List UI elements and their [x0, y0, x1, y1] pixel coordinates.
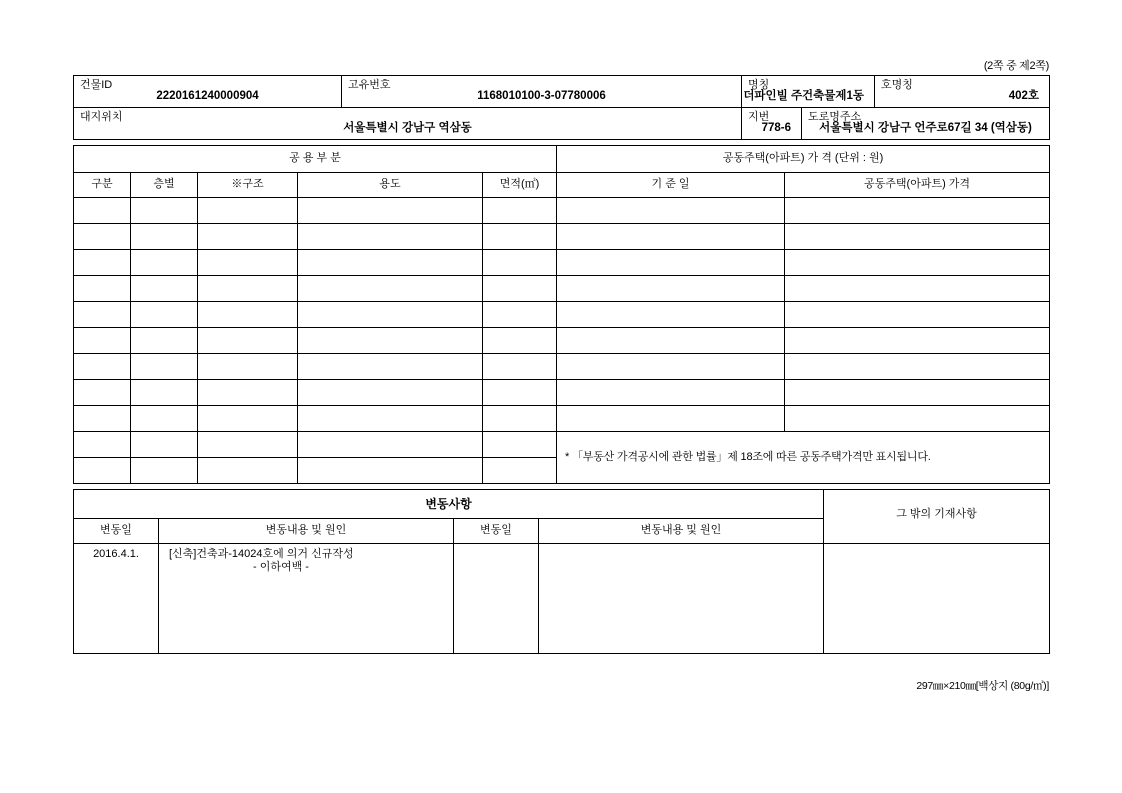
- cell-area: [483, 406, 557, 432]
- cell-usage: [298, 328, 483, 354]
- cell-structure: [198, 302, 298, 328]
- site-location-value: 서울특별시 강남구 역삼동: [343, 122, 472, 135]
- header-row-2: [74, 108, 1050, 140]
- cell-apt-price: [785, 328, 1050, 354]
- cell-structure: [198, 328, 298, 354]
- cell-apt-price: [785, 276, 1050, 302]
- col-usage: 용도: [298, 173, 483, 198]
- cell-apt-price: [785, 198, 1050, 224]
- changes-col-date-left: 변동일: [74, 519, 159, 544]
- cell-floor: [131, 458, 198, 484]
- footer-paper-spec: 297㎜×210㎜[백상지 (80g/㎡)]: [916, 680, 1049, 692]
- cell-apt-price: [785, 250, 1050, 276]
- cell-floor: [131, 406, 198, 432]
- cell-structure: [198, 354, 298, 380]
- section-title-row: [74, 146, 1050, 173]
- cell-usage: [298, 354, 483, 380]
- col-gubun: 구분: [74, 173, 131, 198]
- cell-base-date: [557, 276, 785, 302]
- cell-area: [483, 432, 557, 458]
- change-detail-line1: [신축]건축과-14024호에 의거 신규작성: [169, 548, 354, 560]
- cell-usage: [298, 276, 483, 302]
- cell-structure: [198, 276, 298, 302]
- table-row: [74, 432, 1050, 458]
- cell-gubun: [74, 276, 131, 302]
- col-base-date: 기 준 일: [557, 173, 785, 198]
- price-section-title: 공동주택(아파트) 가 격 (단위 : 원): [557, 146, 1050, 173]
- table-row: [74, 224, 1050, 250]
- site-location-label: 대지위치: [80, 111, 123, 123]
- col-area: 면적(㎡): [483, 173, 557, 198]
- etc-content: [824, 544, 1050, 654]
- unit-name-label: 호명칭: [881, 79, 913, 91]
- cell-usage: [298, 302, 483, 328]
- cell-area: [483, 458, 557, 484]
- changes-title: 변동사항: [74, 490, 824, 519]
- table-row: [74, 328, 1050, 354]
- cell-structure: [198, 198, 298, 224]
- cell-base-date: [557, 354, 785, 380]
- cell-area: [483, 380, 557, 406]
- cell-usage: [298, 432, 483, 458]
- lot-no-label: 지번: [748, 111, 770, 123]
- change-detail-left: [159, 544, 454, 654]
- cell-floor: [131, 276, 198, 302]
- cell-area: [483, 224, 557, 250]
- name-value: 더파인빌 주건축물제1동: [743, 90, 864, 103]
- changes-table: [73, 489, 1050, 654]
- cell-usage: [298, 224, 483, 250]
- page-indicator: (2쪽 중 제2쪽): [983, 60, 1049, 72]
- changes-col-detail-left: 변동내용 및 원인: [159, 519, 454, 544]
- cell-area: [483, 198, 557, 224]
- header-table: [73, 75, 1050, 140]
- table-row: [74, 406, 1050, 432]
- cell-structure: [198, 250, 298, 276]
- site-location-cell: [74, 108, 742, 140]
- cell-structure: [198, 224, 298, 250]
- lot-no-value: 778-6: [761, 122, 791, 135]
- col-floor: 층별: [131, 173, 198, 198]
- road-address-value: 서울특별시 강남구 언주로67길 34 (역삼동): [819, 122, 1032, 135]
- etc-title: 그 밖의 기재사항: [824, 490, 1050, 544]
- unit-name-value: 402호: [1008, 90, 1039, 103]
- road-address-cell: [802, 108, 1050, 140]
- cell-structure: [198, 380, 298, 406]
- cell-base-date: [557, 198, 785, 224]
- cell-usage: [298, 406, 483, 432]
- cell-base-date: [557, 250, 785, 276]
- cell-gubun: [74, 458, 131, 484]
- cell-usage: [298, 198, 483, 224]
- cell-structure: [198, 432, 298, 458]
- change-detail-right: [539, 544, 824, 654]
- lot-no-cell: [742, 108, 802, 140]
- cell-base-date: [557, 406, 785, 432]
- column-header-row: [74, 173, 1050, 198]
- cell-base-date: [557, 302, 785, 328]
- cell-apt-price: [785, 302, 1050, 328]
- cell-floor: [131, 198, 198, 224]
- building-id-cell: [74, 76, 342, 108]
- unique-no-cell: [342, 76, 742, 108]
- cell-floor: [131, 250, 198, 276]
- table-row: [74, 198, 1050, 224]
- table-row: [74, 250, 1050, 276]
- cell-apt-price: [785, 406, 1050, 432]
- cell-apt-price: [785, 224, 1050, 250]
- price-note: * 「부동산 가격공시에 관한 법률」제 18조에 따른 공동주택가격만 표시됩니다.: [557, 432, 1050, 484]
- unique-no-value: 1168010100-3-07780006: [477, 90, 606, 103]
- changes-title-row: [74, 490, 1050, 519]
- changes-col-detail-right: 변동내용 및 원인: [539, 519, 824, 544]
- change-date-right: [454, 544, 539, 654]
- table-row: [74, 380, 1050, 406]
- changes-body-row: [74, 544, 1050, 654]
- table-row: [74, 302, 1050, 328]
- cell-gubun: [74, 354, 131, 380]
- main-body-table: [73, 145, 1050, 484]
- table-row: [74, 354, 1050, 380]
- building-register-sheet: [73, 75, 1049, 654]
- cell-base-date: [557, 380, 785, 406]
- cell-floor: [131, 380, 198, 406]
- cell-area: [483, 250, 557, 276]
- changes-col-date-right: 변동일: [454, 519, 539, 544]
- col-apt-price: 공동주택(아파트) 가격: [785, 173, 1050, 198]
- cell-apt-price: [785, 354, 1050, 380]
- cell-usage: [298, 380, 483, 406]
- cell-usage: [298, 458, 483, 484]
- unique-no-label: 고유번호: [348, 79, 391, 91]
- table-row: [74, 276, 1050, 302]
- cell-floor: [131, 302, 198, 328]
- cell-floor: [131, 328, 198, 354]
- change-date-left: 2016.4.1.: [74, 544, 159, 654]
- road-address-label: 도로명주소: [808, 111, 862, 123]
- col-structure: ※구조: [198, 173, 298, 198]
- cell-gubun: [74, 328, 131, 354]
- cell-gubun: [74, 224, 131, 250]
- cell-gubun: [74, 302, 131, 328]
- cell-usage: [298, 250, 483, 276]
- building-id-value: 2220161240000904: [156, 90, 259, 103]
- cell-apt-price: [785, 380, 1050, 406]
- cell-base-date: [557, 328, 785, 354]
- common-area-title: 공 용 부 분: [74, 146, 557, 173]
- unit-name-cell: [875, 76, 1050, 108]
- cell-area: [483, 302, 557, 328]
- cell-area: [483, 354, 557, 380]
- cell-structure: [198, 458, 298, 484]
- cell-floor: [131, 354, 198, 380]
- cell-floor: [131, 432, 198, 458]
- cell-structure: [198, 406, 298, 432]
- cell-gubun: [74, 406, 131, 432]
- cell-gubun: [74, 198, 131, 224]
- building-id-label: 건물ID: [80, 79, 113, 91]
- cell-gubun: [74, 432, 131, 458]
- cell-gubun: [74, 380, 131, 406]
- cell-area: [483, 276, 557, 302]
- cell-area: [483, 328, 557, 354]
- header-row-1: [74, 76, 1050, 108]
- cell-gubun: [74, 250, 131, 276]
- cell-floor: [131, 224, 198, 250]
- name-label: 명칭: [748, 79, 770, 91]
- name-cell: [742, 76, 875, 108]
- cell-base-date: [557, 224, 785, 250]
- change-detail-line2: - 이하여백 -: [253, 561, 309, 574]
